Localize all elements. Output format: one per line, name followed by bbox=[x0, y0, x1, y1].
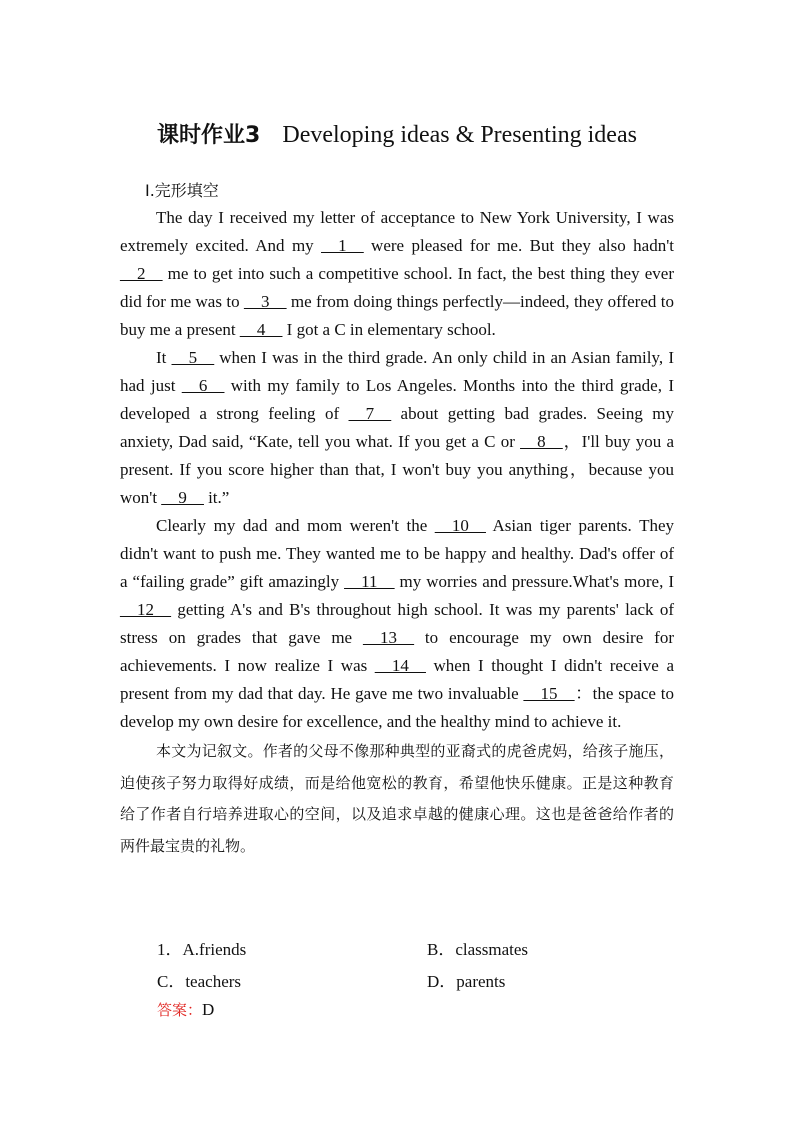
passage-text: ，I'll buy you a present. If you score higher than that, I won't buy you anything，because you won't bbox=[120, 432, 674, 507]
paragraph-3 bbox=[120, 512, 674, 736]
option-b: B．classmates bbox=[427, 940, 529, 959]
blank-7: __7__ bbox=[348, 404, 392, 423]
blank-9: __9__ bbox=[161, 488, 204, 507]
title-english: Developing ideas & Presenting ideas bbox=[282, 122, 637, 148]
passage-text: ：the space to develop my own desire for excellence, and the healthy mind to achieve it. bbox=[120, 684, 675, 731]
paragraph-2 bbox=[120, 344, 674, 512]
answer-line bbox=[157, 996, 214, 1024]
passage-text: me from doing things perfectly—indeed, they offered to buy me a present bbox=[120, 292, 675, 339]
blank-4: __4__ bbox=[239, 320, 283, 339]
passage-text: my worries and pressure.What's more, I bbox=[394, 572, 674, 591]
blank-11: __11__ bbox=[344, 572, 395, 591]
passage-text: about getting bad grades. Seeing my anxiety, Dad said, “Kate, tell you what. If you get a C or bbox=[120, 404, 675, 451]
passage-text: Asian tiger parents. They didn't want to push me. They wanted me to be happy and healthy. Dad's offer of a “failing grade” gift amazingly bbox=[120, 516, 674, 591]
blank-12: __12__ bbox=[120, 600, 171, 619]
passage-text: getting A's and B's throughout high school. It was my parents' lack of stress on grades that gave me bbox=[120, 600, 674, 647]
cloze-passage bbox=[120, 204, 674, 862]
passage-text: I got a C in elementary school. bbox=[282, 320, 496, 339]
passage-text: me to get into such a competitive school. In fact, the best thing they ever did for me was to bbox=[120, 264, 674, 311]
option-d: D．parents bbox=[427, 972, 506, 991]
passage-text: it.” bbox=[203, 488, 230, 507]
passage-text: with my family to Los Angeles. Months into the third grade, I developed a strong feeling of bbox=[120, 376, 675, 423]
passage-text: It bbox=[156, 348, 172, 367]
blank-10: __10__ bbox=[434, 516, 486, 535]
blank-13: __13__ bbox=[363, 628, 415, 647]
option-c: C．teachers bbox=[157, 972, 242, 991]
blank-5: __5__ bbox=[171, 348, 215, 367]
passage-text: when I was in the third grade. An only child in an Asian family, I had just bbox=[120, 348, 674, 395]
section-heading: Ⅰ.完形填空 bbox=[145, 181, 219, 200]
page-title bbox=[0, 118, 794, 153]
blank-6: __6__ bbox=[181, 376, 225, 395]
chinese-summary-note: 本文为记叙文。作者的父母不像那种典型的亚裔式的虎爸虎妈，给孩子施压，迫使孩子努力取得好成绩，而是给他宽松的教育，希望他快乐健康。正是这种教育给了作者自行培养进取心的空间，以及追求卓越的健康心理。这也是爸爸给作者的两件最宝贵的礼物。 bbox=[120, 742, 674, 855]
answer-value: D bbox=[202, 1000, 215, 1019]
passage-text: to encourage my own desire for achievements. I now realize I was bbox=[120, 628, 675, 675]
blank-14: __14__ bbox=[374, 656, 426, 675]
passage-text: Clearly my dad and mom weren't the bbox=[156, 516, 435, 535]
passage-text: when I thought I didn't receive a present from my dad that day. He gave me two invaluable bbox=[120, 656, 674, 703]
title-chinese: 课时作业3 bbox=[157, 123, 261, 148]
passage-text: were pleased for me. But they also hadn't bbox=[363, 236, 674, 255]
blank-1: __1__ bbox=[321, 236, 364, 255]
blank-8: __8__ bbox=[520, 432, 563, 451]
option-a: 1．A.friends bbox=[157, 940, 247, 959]
answer-label: 答案： bbox=[157, 1001, 203, 1019]
blank-15: __15__ bbox=[523, 684, 575, 703]
blank-3: __3__ bbox=[243, 292, 287, 311]
paragraph-1 bbox=[120, 204, 674, 344]
blank-2: __2__ bbox=[120, 264, 163, 283]
passage-text: The day I received my letter of acceptance to New York University, I was extremely excited. And my bbox=[120, 208, 674, 255]
